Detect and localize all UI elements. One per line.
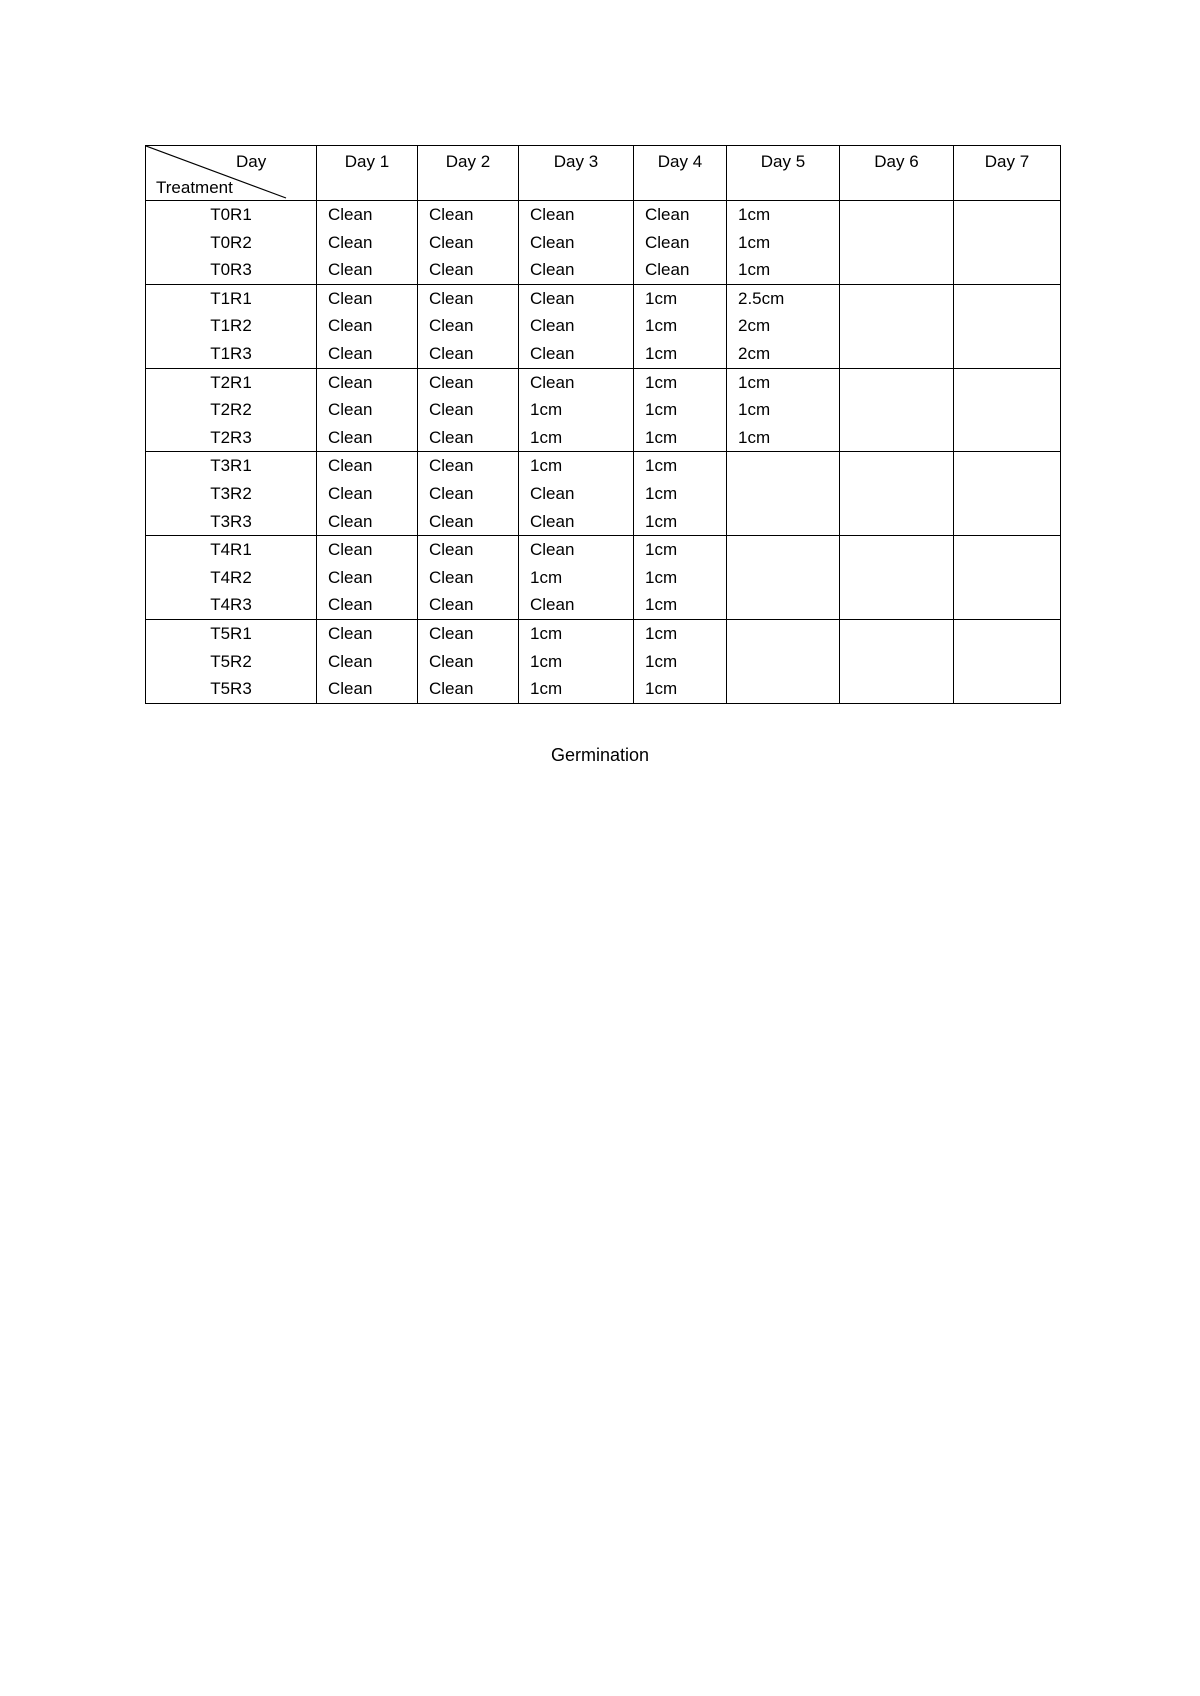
corner-treatment-label: Treatment [156, 178, 233, 197]
value-cell-day-4: 1cm [634, 340, 727, 368]
value-cell-day-2: Clean [418, 312, 519, 340]
value-cell-day-3: 1cm [519, 564, 634, 592]
treatment-cell: T5R3 [146, 675, 317, 703]
day-header-6: Day 6 [840, 146, 954, 201]
table-row [146, 675, 1061, 703]
value-cell-day-1: Clean [317, 368, 418, 396]
value-cell-day-5: 1cm [727, 229, 840, 257]
table-row [146, 619, 1061, 647]
value-cell-day-7 [954, 396, 1061, 424]
table-row [146, 452, 1061, 480]
value-cell-day-7 [954, 564, 1061, 592]
value-cell-day-2: Clean [418, 452, 519, 480]
table-body [146, 201, 1061, 704]
value-cell-day-2: Clean [418, 256, 519, 284]
value-cell-day-1: Clean [317, 675, 418, 703]
value-cell-day-2: Clean [418, 536, 519, 564]
day-header-7: Day 7 [954, 146, 1061, 201]
value-cell-day-5: 2cm [727, 312, 840, 340]
value-cell-day-6 [840, 564, 954, 592]
header-row [146, 146, 1061, 201]
value-cell-day-4: 1cm [634, 396, 727, 424]
value-cell-day-4: 1cm [634, 591, 727, 619]
value-cell-day-6 [840, 396, 954, 424]
corner-day-label: Day [236, 152, 267, 171]
value-cell-day-6 [840, 591, 954, 619]
value-cell-day-5: 1cm [727, 396, 840, 424]
value-cell-day-7 [954, 591, 1061, 619]
value-cell-day-4: 1cm [634, 675, 727, 703]
value-cell-day-4: Clean [634, 256, 727, 284]
value-cell-day-2: Clean [418, 508, 519, 536]
day-header-1: Day 1 [317, 146, 418, 201]
table-row [146, 480, 1061, 508]
value-cell-day-1: Clean [317, 619, 418, 647]
value-cell-day-4: Clean [634, 229, 727, 257]
value-cell-day-5 [727, 536, 840, 564]
value-cell-day-7 [954, 648, 1061, 676]
value-cell-day-3: Clean [519, 480, 634, 508]
value-cell-day-7 [954, 675, 1061, 703]
value-cell-day-5: 1cm [727, 368, 840, 396]
value-cell-day-7 [954, 256, 1061, 284]
value-cell-day-7 [954, 536, 1061, 564]
value-cell-day-1: Clean [317, 396, 418, 424]
value-cell-day-1: Clean [317, 480, 418, 508]
treatment-cell: T3R3 [146, 508, 317, 536]
treatment-cell: T4R2 [146, 564, 317, 592]
value-cell-day-7 [954, 480, 1061, 508]
value-cell-day-4: 1cm [634, 312, 727, 340]
value-cell-day-3: Clean [519, 229, 634, 257]
value-cell-day-6 [840, 368, 954, 396]
table-row [146, 536, 1061, 564]
value-cell-day-3: 1cm [519, 452, 634, 480]
value-cell-day-5: 1cm [727, 424, 840, 452]
treatment-cell: T3R2 [146, 480, 317, 508]
value-cell-day-6 [840, 201, 954, 229]
value-cell-day-3: 1cm [519, 648, 634, 676]
value-cell-day-6 [840, 675, 954, 703]
value-cell-day-5 [727, 508, 840, 536]
value-cell-day-5: 2cm [727, 340, 840, 368]
value-cell-day-6 [840, 648, 954, 676]
day-header-3: Day 3 [519, 146, 634, 201]
value-cell-day-4: 1cm [634, 452, 727, 480]
value-cell-day-4: 1cm [634, 564, 727, 592]
value-cell-day-2: Clean [418, 229, 519, 257]
corner-header-cell [146, 146, 317, 201]
value-cell-day-5: 1cm [727, 201, 840, 229]
value-cell-day-1: Clean [317, 229, 418, 257]
value-cell-day-2: Clean [418, 564, 519, 592]
value-cell-day-5 [727, 648, 840, 676]
treatment-cell: T2R1 [146, 368, 317, 396]
value-cell-day-4: Clean [634, 201, 727, 229]
table-row [146, 508, 1061, 536]
treatment-cell: T1R2 [146, 312, 317, 340]
value-cell-day-6 [840, 284, 954, 312]
value-cell-day-2: Clean [418, 340, 519, 368]
value-cell-day-7 [954, 424, 1061, 452]
value-cell-day-5 [727, 452, 840, 480]
germination-table [145, 145, 1061, 704]
table-row [146, 312, 1061, 340]
value-cell-day-2: Clean [418, 675, 519, 703]
day-header-5: Day 5 [727, 146, 840, 201]
value-cell-day-3: Clean [519, 312, 634, 340]
value-cell-day-2: Clean [418, 648, 519, 676]
value-cell-day-3: 1cm [519, 396, 634, 424]
value-cell-day-3: Clean [519, 284, 634, 312]
value-cell-day-6 [840, 256, 954, 284]
value-cell-day-7 [954, 284, 1061, 312]
table-row [146, 396, 1061, 424]
table-row [146, 229, 1061, 257]
value-cell-day-1: Clean [317, 591, 418, 619]
value-cell-day-4: 1cm [634, 536, 727, 564]
value-cell-day-2: Clean [418, 591, 519, 619]
value-cell-day-6 [840, 480, 954, 508]
value-cell-day-1: Clean [317, 424, 418, 452]
table-row [146, 368, 1061, 396]
value-cell-day-2: Clean [418, 396, 519, 424]
value-cell-day-1: Clean [317, 312, 418, 340]
table-row [146, 424, 1061, 452]
value-cell-day-7 [954, 452, 1061, 480]
table-row [146, 284, 1061, 312]
table-caption: Germination [550, 745, 650, 765]
value-cell-day-6 [840, 452, 954, 480]
value-cell-day-1: Clean [317, 452, 418, 480]
value-cell-day-4: 1cm [634, 619, 727, 647]
value-cell-day-1: Clean [317, 284, 418, 312]
treatment-cell: T0R1 [146, 201, 317, 229]
value-cell-day-4: 1cm [634, 424, 727, 452]
value-cell-day-6 [840, 536, 954, 564]
value-cell-day-5 [727, 480, 840, 508]
value-cell-day-6 [840, 312, 954, 340]
treatment-cell: T2R3 [146, 424, 317, 452]
treatment-cell: T1R3 [146, 340, 317, 368]
value-cell-day-6 [840, 340, 954, 368]
value-cell-day-5: 2.5cm [727, 284, 840, 312]
value-cell-day-2: Clean [418, 201, 519, 229]
table-row [146, 340, 1061, 368]
table-row [146, 201, 1061, 229]
day-header-2: Day 2 [418, 146, 519, 201]
treatment-cell: T5R1 [146, 619, 317, 647]
value-cell-day-1: Clean [317, 536, 418, 564]
value-cell-day-6 [840, 508, 954, 536]
value-cell-day-6 [840, 619, 954, 647]
value-cell-day-6 [840, 424, 954, 452]
value-cell-day-2: Clean [418, 368, 519, 396]
value-cell-day-4: 1cm [634, 480, 727, 508]
value-cell-day-6 [840, 229, 954, 257]
value-cell-day-1: Clean [317, 201, 418, 229]
value-cell-day-4: 1cm [634, 648, 727, 676]
value-cell-day-7 [954, 312, 1061, 340]
value-cell-day-5 [727, 591, 840, 619]
treatment-cell: T3R1 [146, 452, 317, 480]
value-cell-day-4: 1cm [634, 284, 727, 312]
treatment-cell: T2R2 [146, 396, 317, 424]
value-cell-day-3: 1cm [519, 675, 634, 703]
treatment-cell: T4R3 [146, 591, 317, 619]
value-cell-day-2: Clean [418, 619, 519, 647]
value-cell-day-3: 1cm [519, 424, 634, 452]
value-cell-day-4: 1cm [634, 368, 727, 396]
value-cell-day-3: 1cm [519, 619, 634, 647]
treatment-cell: T1R1 [146, 284, 317, 312]
day-header-4: Day 4 [634, 146, 727, 201]
table-row [146, 256, 1061, 284]
value-cell-day-3: Clean [519, 368, 634, 396]
treatment-cell: T5R2 [146, 648, 317, 676]
value-cell-day-7 [954, 619, 1061, 647]
value-cell-day-3: Clean [519, 508, 634, 536]
value-cell-day-7 [954, 229, 1061, 257]
value-cell-day-5 [727, 675, 840, 703]
value-cell-day-4: 1cm [634, 508, 727, 536]
value-cell-day-7 [954, 201, 1061, 229]
value-cell-day-2: Clean [418, 284, 519, 312]
table-row [146, 591, 1061, 619]
table-row [146, 564, 1061, 592]
treatment-cell: T0R3 [146, 256, 317, 284]
table-row [146, 648, 1061, 676]
value-cell-day-1: Clean [317, 648, 418, 676]
value-cell-day-7 [954, 368, 1061, 396]
treatment-cell: T0R2 [146, 229, 317, 257]
value-cell-day-1: Clean [317, 508, 418, 536]
value-cell-day-1: Clean [317, 340, 418, 368]
value-cell-day-2: Clean [418, 480, 519, 508]
value-cell-day-7 [954, 508, 1061, 536]
value-cell-day-3: Clean [519, 256, 634, 284]
value-cell-day-5 [727, 564, 840, 592]
value-cell-day-3: Clean [519, 591, 634, 619]
value-cell-day-7 [954, 340, 1061, 368]
value-cell-day-1: Clean [317, 256, 418, 284]
treatment-cell: T4R1 [146, 536, 317, 564]
value-cell-day-5 [727, 619, 840, 647]
value-cell-day-5: 1cm [727, 256, 840, 284]
value-cell-day-3: Clean [519, 201, 634, 229]
value-cell-day-3: Clean [519, 340, 634, 368]
value-cell-day-3: Clean [519, 536, 634, 564]
value-cell-day-2: Clean [418, 424, 519, 452]
value-cell-day-1: Clean [317, 564, 418, 592]
